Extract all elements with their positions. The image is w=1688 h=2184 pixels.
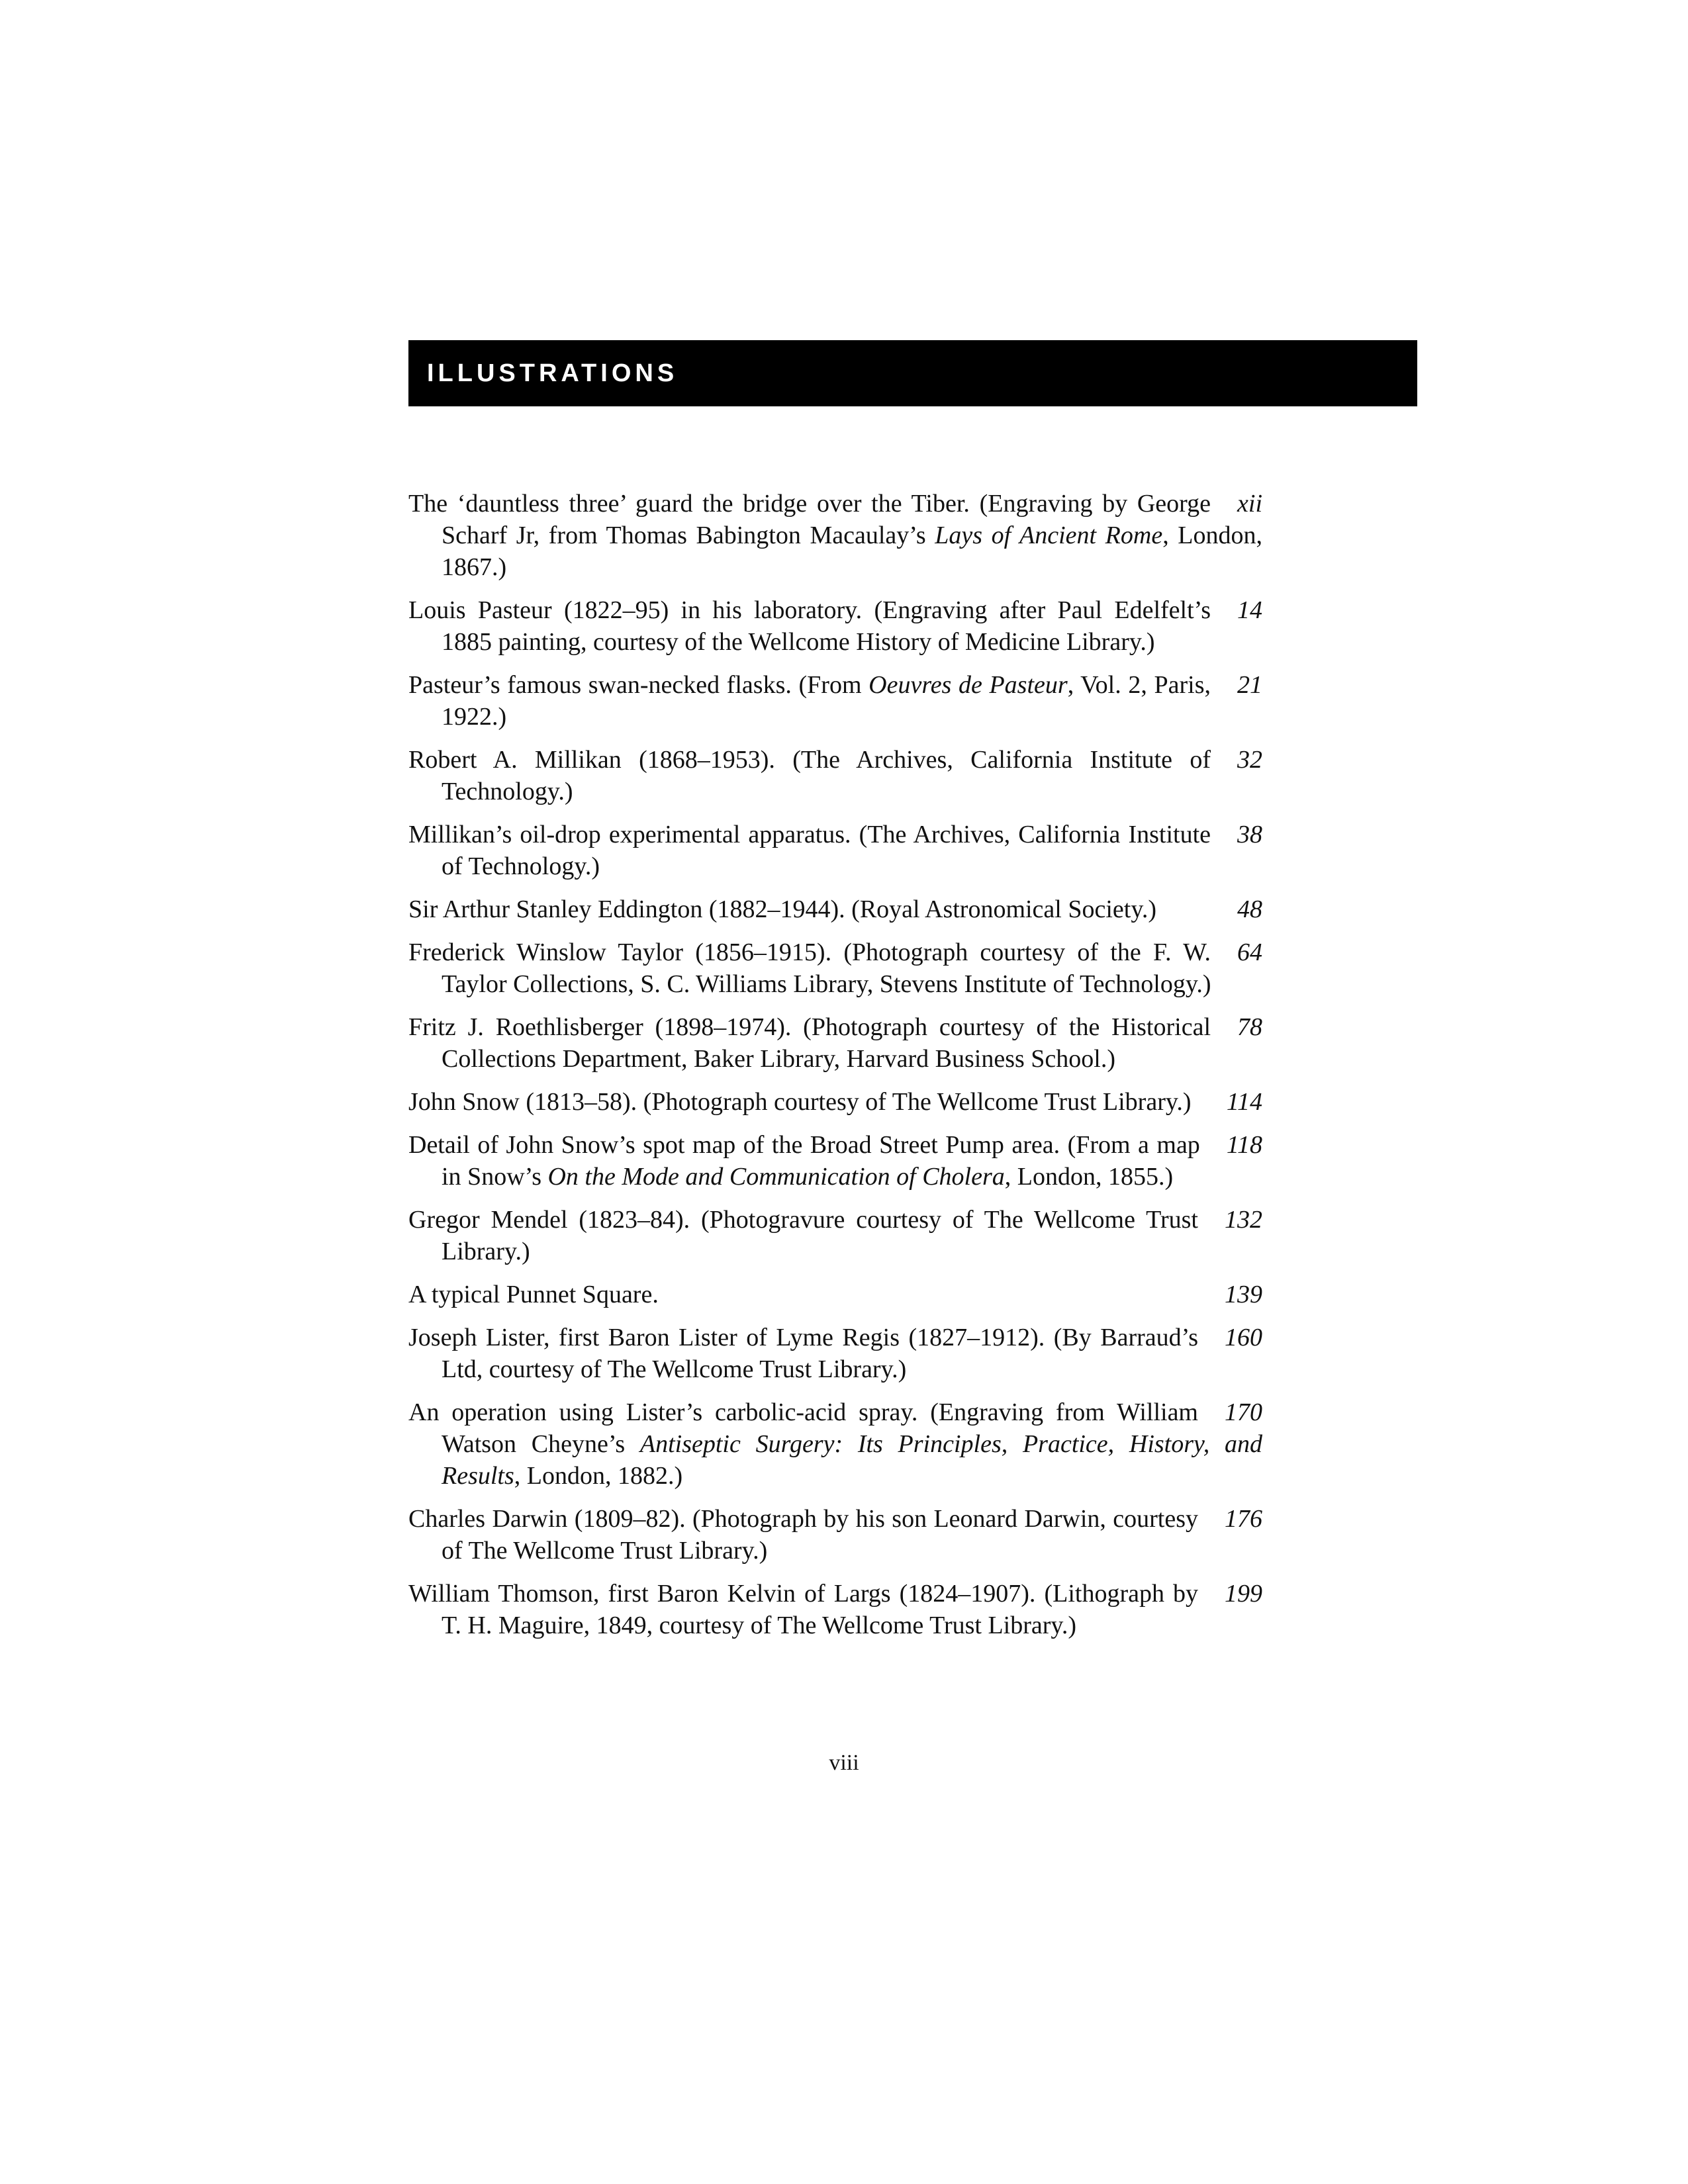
page-reference: 139 — [1225, 1281, 1262, 1308]
list-item — [408, 1086, 1262, 1118]
caption-text: Joseph Lister, first Baron Lister of Lyme Regis (1827–1912). (By Barraud’s Ltd, courtesy of The Wellcome Trust Library.) — [408, 1324, 1198, 1383]
caption-text: Charles Darwin (1809–82). (Photograph by his son Leonard Darwin, courtesy of The Wellcome Trust Library.) — [408, 1505, 1198, 1565]
caption-text: An operation using Lister’s carbolic-acid spray. (Engraving from William Watson Cheyne’s — [408, 1398, 1198, 1458]
list-item — [408, 1578, 1262, 1641]
caption-text: Millikan’s oil-drop experimental apparatus. (The Archives, California Institute of Technology.) — [408, 821, 1211, 880]
page-reference: 199 — [1225, 1580, 1262, 1608]
list-item — [408, 1503, 1262, 1567]
list-item — [408, 893, 1262, 925]
caption-text-end: , Vol. 2, Paris, 1922.) — [442, 671, 1211, 731]
page-reference: 118 — [1226, 1131, 1262, 1159]
section-title: ILLUSTRATIONS — [427, 359, 679, 387]
list-item — [408, 594, 1262, 658]
list-item — [408, 1279, 1262, 1310]
caption-text: Pasteur’s famous swan-necked flasks. (From — [408, 671, 869, 699]
caption-text: Fritz J. Roethlisberger (1898–1974). (Photograph courtesy of the Historical Collections Department, Baker Library, Harvard Business School.) — [408, 1013, 1211, 1073]
page-reference: 21 — [1237, 671, 1262, 699]
caption-text: Robert A. Millikan (1868–1953). (The Archives, California Institute of Technology.) — [408, 746, 1211, 805]
caption-text: William Thomson, first Baron Kelvin of Largs (1824–1907). (Lithograph by T. H. Maguire, 1849, courtesy of The Wellcome Trust Library.) — [408, 1580, 1198, 1639]
page-reference: 176 — [1225, 1505, 1262, 1533]
caption-text-end: , London, 1882.) — [514, 1462, 683, 1490]
caption-text: Detail of John Snow’s spot map of the Broad Street Pump area. (From a map in Snow’s — [408, 1131, 1200, 1191]
section-header-bar — [408, 340, 1417, 406]
work-title: On the Mode and Communication of Cholera — [547, 1163, 1005, 1191]
list-item — [408, 1322, 1262, 1385]
work-title: Lays of Ancient Rome — [935, 522, 1163, 549]
list-item — [408, 1011, 1262, 1075]
list-item — [408, 488, 1262, 583]
page-reference: 160 — [1225, 1324, 1262, 1351]
page-reference: 14 — [1237, 596, 1262, 624]
caption-text: Louis Pasteur (1822–95) in his laboratory. (Engraving after Paul Edelfelt’s 1885 painting, courtesy of the Wellcome History of Medicine Library.) — [408, 596, 1211, 656]
list-item — [408, 669, 1262, 733]
caption-text: Gregor Mendel (1823–84). (Photogravure courtesy of The Wellcome Trust Library.) — [408, 1206, 1198, 1265]
page-reference: 32 — [1237, 746, 1262, 774]
page-reference: 78 — [1237, 1013, 1262, 1041]
page-reference: 170 — [1225, 1398, 1262, 1426]
work-title: Oeuvres de Pasteur — [868, 671, 1068, 699]
illustrations-list — [408, 488, 1262, 1653]
caption-text: The ‘dauntless three’ guard the bridge over the Tiber. (Engraving by George Scharf Jr, from Thomas Babington Macaulay’s — [408, 490, 1211, 549]
page-reference: 132 — [1225, 1206, 1262, 1234]
list-item — [408, 936, 1262, 1000]
page-reference: xii — [1237, 490, 1262, 518]
caption-text: A typical Punnet Square. — [408, 1281, 659, 1308]
work-title: Antiseptic Surgery: Its Principles, Practice, History, and Results — [442, 1430, 1262, 1490]
list-item — [408, 819, 1262, 882]
caption-text: John Snow (1813–58). (Photograph courtesy of The Wellcome Trust Library.) — [408, 1088, 1192, 1116]
page-number: viii — [829, 1751, 859, 1775]
list-item — [408, 1129, 1262, 1193]
list-item — [408, 744, 1262, 807]
page-reference: 38 — [1237, 821, 1262, 848]
caption-text: Frederick Winslow Taylor (1856–1915). (Photograph courtesy of the F. W. Taylor Collections, S. C. Williams Library, Stevens Institute of Technology.) — [408, 938, 1211, 998]
page-reference: 114 — [1226, 1088, 1262, 1116]
caption-text: Sir Arthur Stanley Eddington (1882–1944). (Royal Astronomical Society.) — [408, 895, 1157, 923]
caption-text-end: , London, 1867.) — [442, 522, 1262, 581]
page-reference: 48 — [1237, 895, 1262, 923]
list-item — [408, 1396, 1262, 1492]
list-item — [408, 1204, 1262, 1267]
page-reference: 64 — [1237, 938, 1262, 966]
caption-text-end: , London, 1855.) — [1004, 1163, 1174, 1191]
